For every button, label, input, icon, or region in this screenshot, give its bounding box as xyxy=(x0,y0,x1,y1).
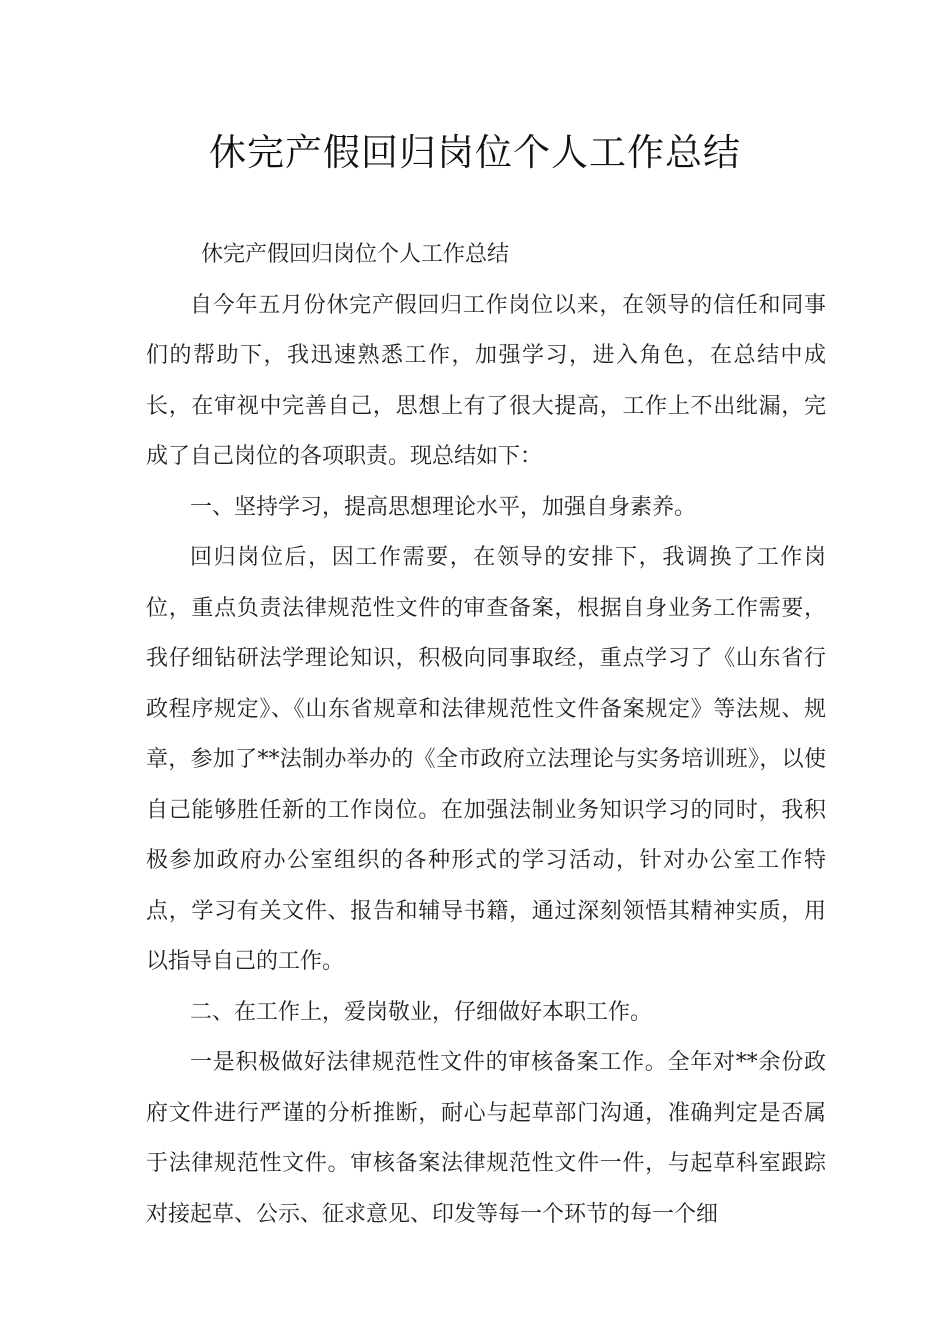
document-title: 休完产假回归岗位个人工作总结 xyxy=(209,131,741,174)
section-heading: 一、坚持学习，提高思想理论水平，加强自身素养。 xyxy=(190,494,697,520)
section-heading: 二、在工作上，爱岗敬业，仔细做好本职工作。 xyxy=(190,999,653,1025)
paragraph: 自今年五月份休完产假回归工作岗位以来，在领导的信任和同事们的帮助下，我迅速熟悉工作，加强学习，进入角色，在总结中成长，在审视中完善自己，思想上有了很大提高，工作上不出纰漏，完成了自己岗位的各项职责。现总结如下： xyxy=(146,292,826,469)
paragraph: 一是积极做好法律规范性文件的审核备案工作。全年对**余份政府文件进行严谨的分析推断，耐心与起草部门沟通，准确判定是否属于法律规范性文件。审核备案法律规范性文件一件，与起草科室跟踪对接起草、公示、征求意见、印发等每一个环节的每一个细 xyxy=(146,1050,826,1227)
paragraph: 回归岗位后，因工作需要，在领导的安排下，我调换了工作岗位，重点负责法律规范性文件的审查备案，根据自身业务工作需要，我仔细钻研法学理论知识，积极向同事取经，重点学习了《山东省行政程序规定》、《山东省规章和法律规范性文件备案规定》等法规、规章，参加了**法制办举办的《全市政府立法理论与实务培训班》，以使自己能够胜任新的工作岗位。在加强法制业务知识学习的同时，我积极参加政府办公室组织的各种形式的学习活动，针对办公室工作特点，学习有关文件、报告和辅导书籍，通过深刻领悟其精神实质，用以指导自己的工作。 xyxy=(146,545,826,974)
document-subtitle: 休完产假回归岗位个人工作总结 xyxy=(201,242,510,267)
document-body xyxy=(146,230,826,1240)
